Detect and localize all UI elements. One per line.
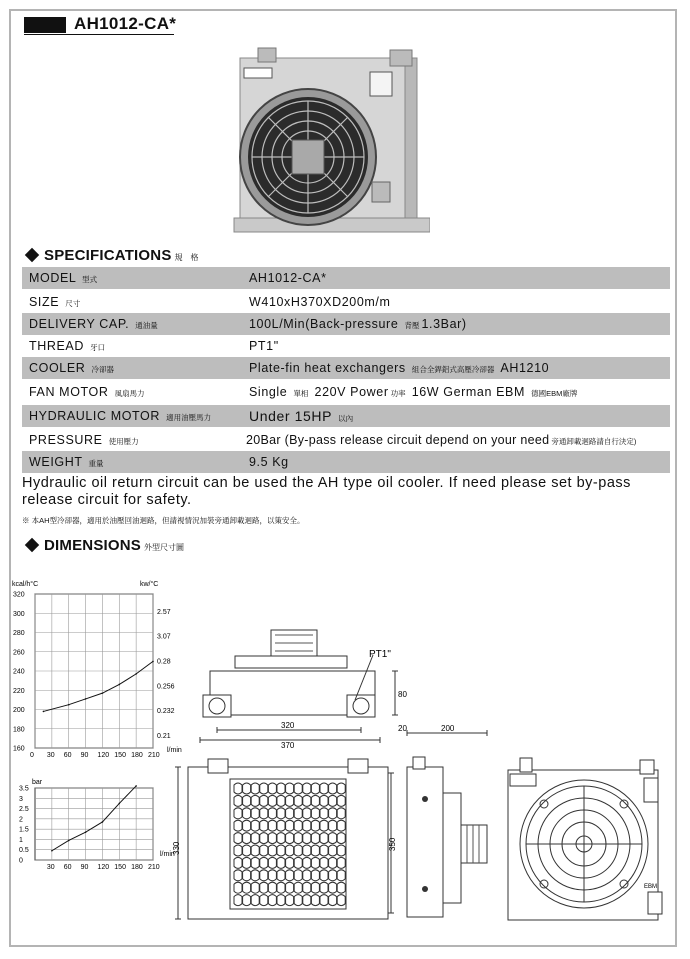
y-tick-label: 1 (19, 836, 23, 844)
plot-frame (35, 788, 153, 860)
chart2-ylabel: bar (32, 779, 43, 786)
dim-370: 370 (281, 741, 295, 750)
dim-200: 200 (441, 725, 455, 733)
y-tick-label: 180 (13, 726, 25, 734)
x-tick-label: 180 (131, 752, 143, 759)
chart1-xlabel: l/min (167, 747, 182, 754)
x-tick-label: 30 (46, 864, 55, 871)
x-tick-label: 180 (131, 864, 143, 871)
fan-view-drawing (498, 752, 670, 927)
spec-row-thread: THREAD 牙口 PT1" (29, 339, 279, 353)
data-point (68, 840, 70, 842)
top-view-drawing (195, 625, 415, 750)
data-point (118, 803, 120, 805)
brand-plate-label: EBM (644, 884, 658, 890)
y-tick-label: 0.5 (19, 847, 29, 855)
y-tick-label: 240 (13, 668, 25, 676)
spec-row-fan-motor: FAN MOTOR 風扇馬力 Single 單相 220V Power 功率 16W German EBM 德國EBM廠牌 (29, 385, 578, 399)
x-tick-label: 60 (63, 864, 72, 871)
pressure-drop-chart (10, 774, 192, 874)
x-tick-label: 210 (148, 752, 160, 759)
chart1-ylabel: kcal/h°C (12, 581, 39, 588)
dim-320: 320 (281, 721, 295, 730)
y2-tick-label: 2.57 (157, 608, 171, 616)
y-tick-label: 320 (13, 591, 25, 599)
specifications-heading: SPECIFICATIONS 規 格 (26, 247, 201, 264)
y-tick-label: 0 (19, 857, 23, 865)
chart2-xlabel: l/min (160, 851, 175, 858)
data-point (152, 661, 154, 663)
usage-note: Hydraulic oil return circuit can be used the AH type oil cooler. If need please set by-pass release circuit for safety. (22, 475, 631, 508)
data-point (51, 850, 53, 852)
spec-row-hydraulic-motor: HYDRAULIC MOTOR 適用油壓馬力 Under 15HP 以內 (22, 405, 670, 427)
y2-tick-label: 0.232 (157, 708, 175, 716)
product-photo (230, 42, 430, 240)
y2-tick-label: 0.28 (157, 658, 171, 666)
y-tick-label: 220 (13, 687, 25, 695)
diamond-icon (25, 248, 39, 262)
y-tick-label: 1.5 (19, 826, 29, 834)
spec-row-weight: WEIGHT 重量 9.5 Kg (22, 451, 670, 473)
heat-dissipation-chart (10, 576, 192, 760)
spec-row-delivery-cap: DELIVERY CAP. 通油量 100L/Min(Back-pressure 背壓 1.3Bar) (22, 313, 670, 335)
title-underline (24, 34, 174, 35)
title-marker (24, 17, 66, 33)
dim-20: 20 (398, 724, 407, 733)
y2-tick-label: 0.256 (157, 683, 175, 691)
y-tick-label: 3 (19, 795, 23, 803)
x-tick-label: 120 (97, 752, 110, 759)
x-tick-label: 60 (63, 752, 72, 759)
data-point (135, 785, 137, 787)
usage-note-zh: ※ 本AH型冷卻器，適用於油壓回油迴路，但請視情況加裝旁通卸載迴路，以策安全。 (22, 516, 305, 525)
y-tick-label: 160 (13, 745, 25, 753)
y2-tick-label: 0.21 (157, 733, 171, 741)
diamond-icon (25, 538, 39, 552)
data-point (118, 684, 120, 686)
y-tick-label: 280 (13, 630, 25, 637)
y2-tick-label: 3.07 (157, 633, 171, 641)
x-tick-label: 30 (46, 752, 55, 759)
x-tick-label: 150 (114, 864, 126, 871)
x-tick-label: 210 (148, 864, 160, 871)
data-point (102, 692, 104, 694)
dim-80: 80 (398, 690, 407, 699)
y-tick-label: 260 (13, 649, 25, 657)
dim-350: 350 (388, 837, 397, 851)
spec-row-size: SIZE 尺寸 W410xH370XD200m/m (29, 295, 391, 309)
y-tick-label: 3.5 (19, 785, 29, 793)
front-view-drawing (168, 755, 400, 927)
y-tick-label: 2 (19, 816, 23, 824)
data-point (135, 673, 137, 675)
dim-330: 330 (172, 841, 181, 855)
x-tick-label: 90 (80, 752, 89, 759)
data-point (68, 704, 70, 706)
spec-row-cooler: COOLER 冷卻器 Plate-fin heat exchangers 組合全銲鋁式高壓冷卻器 AH1210 (22, 357, 670, 379)
x-tick-label: 90 (80, 864, 89, 871)
chart1-y2label: kw/°C (140, 581, 159, 588)
product-title: AH1012-CA* (74, 14, 177, 33)
y-tick-label: 300 (13, 610, 25, 618)
spec-row-model: MODEL 型式 AH1012-CA* (22, 267, 670, 289)
thread-label: PT1" (369, 649, 391, 660)
y-tick-label: 2.5 (19, 806, 29, 814)
x-tick-label: 120 (97, 864, 110, 871)
x-tick-label: 150 (114, 752, 126, 759)
side-view-drawing (383, 725, 495, 925)
data-point (85, 831, 87, 833)
dimensions-heading: DIMENSIONS 外型尺寸圖 (26, 537, 186, 554)
data-point (43, 711, 45, 713)
data-point (102, 821, 104, 823)
data-point (85, 698, 87, 700)
y-tick-label: 200 (13, 707, 25, 714)
x-tick-label: 0 (30, 752, 34, 759)
spec-row-pressure: PRESSURE 使用壓力 20Bar (By-pass release circuit depend on your need 旁通卸載迴路請自行決定) (29, 433, 637, 447)
